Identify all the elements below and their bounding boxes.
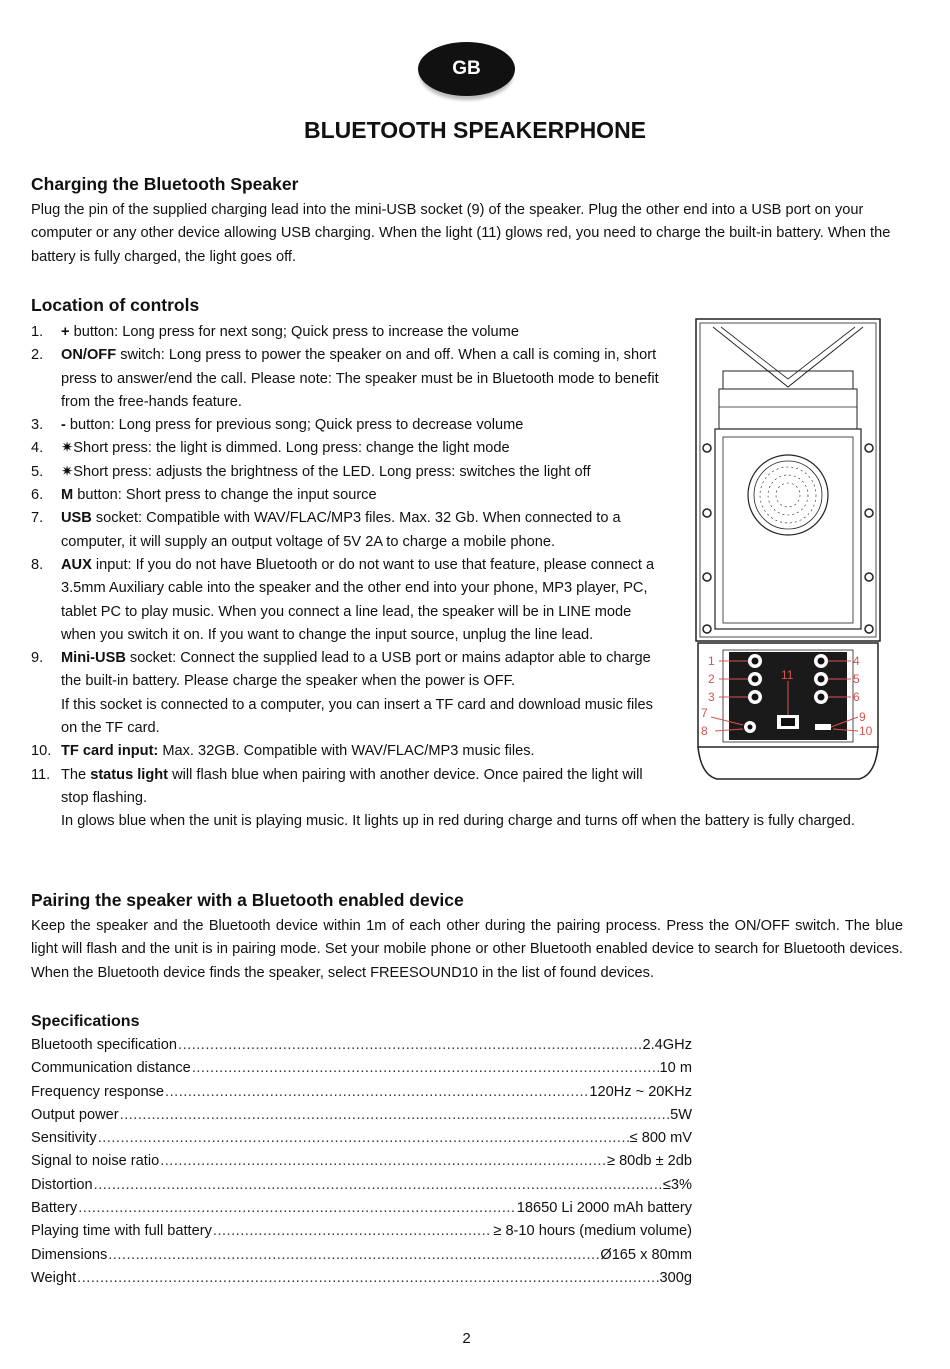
control-item: [31, 437, 661, 460]
callout-7: 7: [701, 706, 708, 720]
spec-label: Signal to noise ratio: [31, 1153, 160, 1170]
control-item-number: 6.: [31, 487, 44, 504]
control-item-description: will flash blue when pairing with another device. Once paired the light will stop flashing.: [61, 766, 643, 806]
control-item-description: switch: Long press to power the speaker on and off. When a call is coming in, short press to answer/end the call. Please note: The speaker must be in Bluetooth mode to benefit from the free-hands feature.: [61, 347, 659, 410]
spec-leader-dots: [165, 1084, 588, 1100]
control-item-description: socket: Compatible with WAV/FLAC/MP3 files. Max. 32 Gb. When connected to a computer, it will supply an output voltage of 5V 2A to charge a mobile phone.: [61, 510, 621, 550]
spec-label: Frequency response: [31, 1083, 165, 1100]
spec-value: ≤ 800 mV: [629, 1130, 692, 1147]
control-item-note: If this socket is connected to a computer, you can insert a TF card and download music files on the TF card.: [61, 696, 653, 737]
spec-row: [31, 1153, 692, 1176]
control-item-prefix: The: [61, 766, 91, 783]
spec-row: [31, 1037, 692, 1060]
spec-label: Playing time with full battery: [31, 1223, 212, 1240]
spec-leader-dots: [160, 1153, 606, 1169]
callout-4: 4: [853, 654, 860, 668]
pairing-text: Keep the speaker and the Bluetooth device within 1m of each other during the pairing process. Press the ON/OFF switch. The blue light will flash and the unit is in pairing mode. Set your mobile phone or other Bluetooth enabled device to search for Bluetooth devices. When the Bluetooth device finds the speaker, select FREESOUND10 in the list of found devices.: [31, 918, 903, 981]
language-badge: GB: [418, 42, 515, 96]
spec-value: ≤3%: [662, 1176, 692, 1193]
spec-row: [31, 1060, 692, 1083]
spec-value: 18650 Li 2000 mAh battery: [516, 1200, 692, 1217]
spec-leader-dots: [77, 1270, 658, 1286]
control-item: [31, 414, 661, 437]
spec-value: 10 m: [659, 1060, 692, 1077]
control-item-name: Mini-USB: [61, 650, 126, 667]
spec-value: Ø165 x 80mm: [600, 1246, 692, 1263]
charging-text: Plug the pin of the supplied charging lead into the mini-USB socket (9) of the speaker. Plug the other end into a USB port on your computer or any other device allowing USB charging. When the light (11) glows red, you need to charge the built-in battery. When the battery is fully charged, the light goes off.: [31, 202, 891, 265]
spec-value: 5W: [670, 1106, 692, 1123]
control-item-number: 2.: [31, 347, 44, 364]
callout-8: 8: [701, 724, 708, 738]
spec-label: Dimensions: [31, 1246, 108, 1263]
page-title: BLUETOOTH SPEAKERPHONE: [303, 117, 647, 143]
control-item: [31, 507, 661, 554]
controls-heading: Location of controls: [31, 295, 200, 315]
control-item: [31, 484, 661, 507]
spec-value: 2.4GHz: [642, 1037, 692, 1053]
spec-label: Bluetooth specification: [31, 1037, 178, 1053]
control-item-name: USB: [61, 510, 92, 527]
callout-2: 2: [708, 672, 715, 686]
control-item-description: button: Long press for previous song; Quick press to decrease volume: [65, 417, 524, 434]
spec-value: ≥ 80db ± 2db: [607, 1153, 692, 1170]
control-item: [31, 321, 661, 344]
spec-label: Battery: [31, 1200, 78, 1217]
spec-label: Weight: [31, 1269, 77, 1286]
control-item-number: 4.: [31, 440, 44, 457]
control-item-description: button: Short press to change the input source: [73, 487, 377, 504]
control-item-name: -: [61, 417, 66, 434]
control-item: [31, 344, 661, 414]
control-item-number: 9.: [31, 650, 44, 667]
control-item-description: ✷Short press: the light is dimmed. Long press: change the light mode: [61, 440, 510, 457]
control-item: [31, 554, 661, 647]
spec-row: [31, 1200, 692, 1223]
spec-label: Sensitivity: [31, 1130, 97, 1147]
spec-label: Distortion: [31, 1176, 93, 1193]
control-item-name: ON/OFF: [61, 347, 117, 364]
callout-11: 11: [781, 668, 794, 682]
specs-heading: Specifications: [31, 1013, 140, 1030]
spec-row: [31, 1247, 692, 1270]
spec-leader-dots: [108, 1247, 599, 1263]
callout-3: 3: [708, 690, 715, 704]
spec-row: [31, 1270, 692, 1293]
specs-table: [31, 1037, 692, 1293]
spec-value: ≥ 8-10 hours (medium volume): [493, 1223, 692, 1240]
spec-row: [31, 1177, 692, 1200]
page-number: 2: [462, 1330, 471, 1347]
spec-leader-dots: [213, 1223, 492, 1239]
spec-leader-dots: [120, 1107, 669, 1123]
speaker-diagram: [693, 317, 883, 783]
spec-leader-dots: [78, 1200, 516, 1216]
callout-1: 1: [708, 654, 715, 668]
control-item-description: socket: Connect the supplied lead to a USB port or mains adaptor able to charge the built-in battery. Please charge the speaker when the power is OFF.: [61, 650, 651, 690]
spec-leader-dots: [192, 1060, 659, 1076]
callout-10: 10: [859, 724, 873, 738]
callout-9: 9: [859, 710, 866, 724]
spec-row: [31, 1130, 692, 1153]
spec-leader-dots: [178, 1037, 641, 1053]
control-item-number: 3.: [31, 417, 44, 434]
controls-list: [31, 321, 855, 834]
spec-value: 300g: [659, 1269, 692, 1286]
control-item-name: +: [61, 324, 70, 340]
spec-leader-dots: [98, 1130, 629, 1146]
spec-label: Communication distance: [31, 1060, 191, 1077]
control-item-name: TF card input:: [61, 743, 159, 760]
spec-row: [31, 1107, 692, 1130]
charging-heading: Charging the Bluetooth Speaker: [31, 174, 299, 194]
control-item-number: 1.: [31, 324, 44, 340]
control-item-note: In glows blue when the unit is playing music. It lights up in red during charge and turns off when the battery is fully charged.: [61, 813, 855, 830]
control-item-description: Max. 32GB. Compatible with WAV/FLAC/MP3 music files.: [158, 743, 535, 760]
control-item-description: button: Long press for next song; Quick press to increase the volume: [69, 324, 519, 340]
control-item-number: 10.: [31, 743, 52, 760]
spec-row: [31, 1084, 692, 1107]
callout-5: 5: [853, 672, 860, 686]
spec-value: 120Hz ~ 20KHz: [589, 1083, 692, 1100]
pairing-heading: Pairing the speaker with a Bluetooth enabled device: [31, 890, 464, 910]
spec-leader-dots: [94, 1177, 662, 1193]
control-item: [31, 461, 661, 484]
control-item-number: 11.: [31, 766, 51, 783]
control-item-number: 5.: [31, 463, 44, 480]
spec-label: Output power: [31, 1106, 119, 1123]
control-item-name: AUX: [61, 556, 92, 573]
control-item-name: status light: [90, 766, 169, 783]
control-item-number: 8.: [31, 556, 44, 573]
control-item: [31, 740, 661, 763]
spec-row: [31, 1223, 692, 1246]
control-item-description: input: If you do not have Bluetooth or do not want to use that feature, please connect a 3.5mm Auxiliary cable into the speaker and the other end into your phone, MP3 player, PC, tablet PC to play music. When you connect a line lead, the speaker will be in LINE mode when you switch it on. If you want to change the input source, unplug the line lead.: [61, 556, 655, 643]
callout-6: 6: [853, 690, 860, 704]
control-item-name: M: [61, 487, 74, 504]
control-item: [31, 764, 855, 834]
control-item-description: ✷Short press: adjusts the brightness of the LED. Long press: switches the light off: [61, 463, 591, 480]
control-item: [31, 647, 661, 740]
control-item-number: 7.: [31, 510, 44, 527]
